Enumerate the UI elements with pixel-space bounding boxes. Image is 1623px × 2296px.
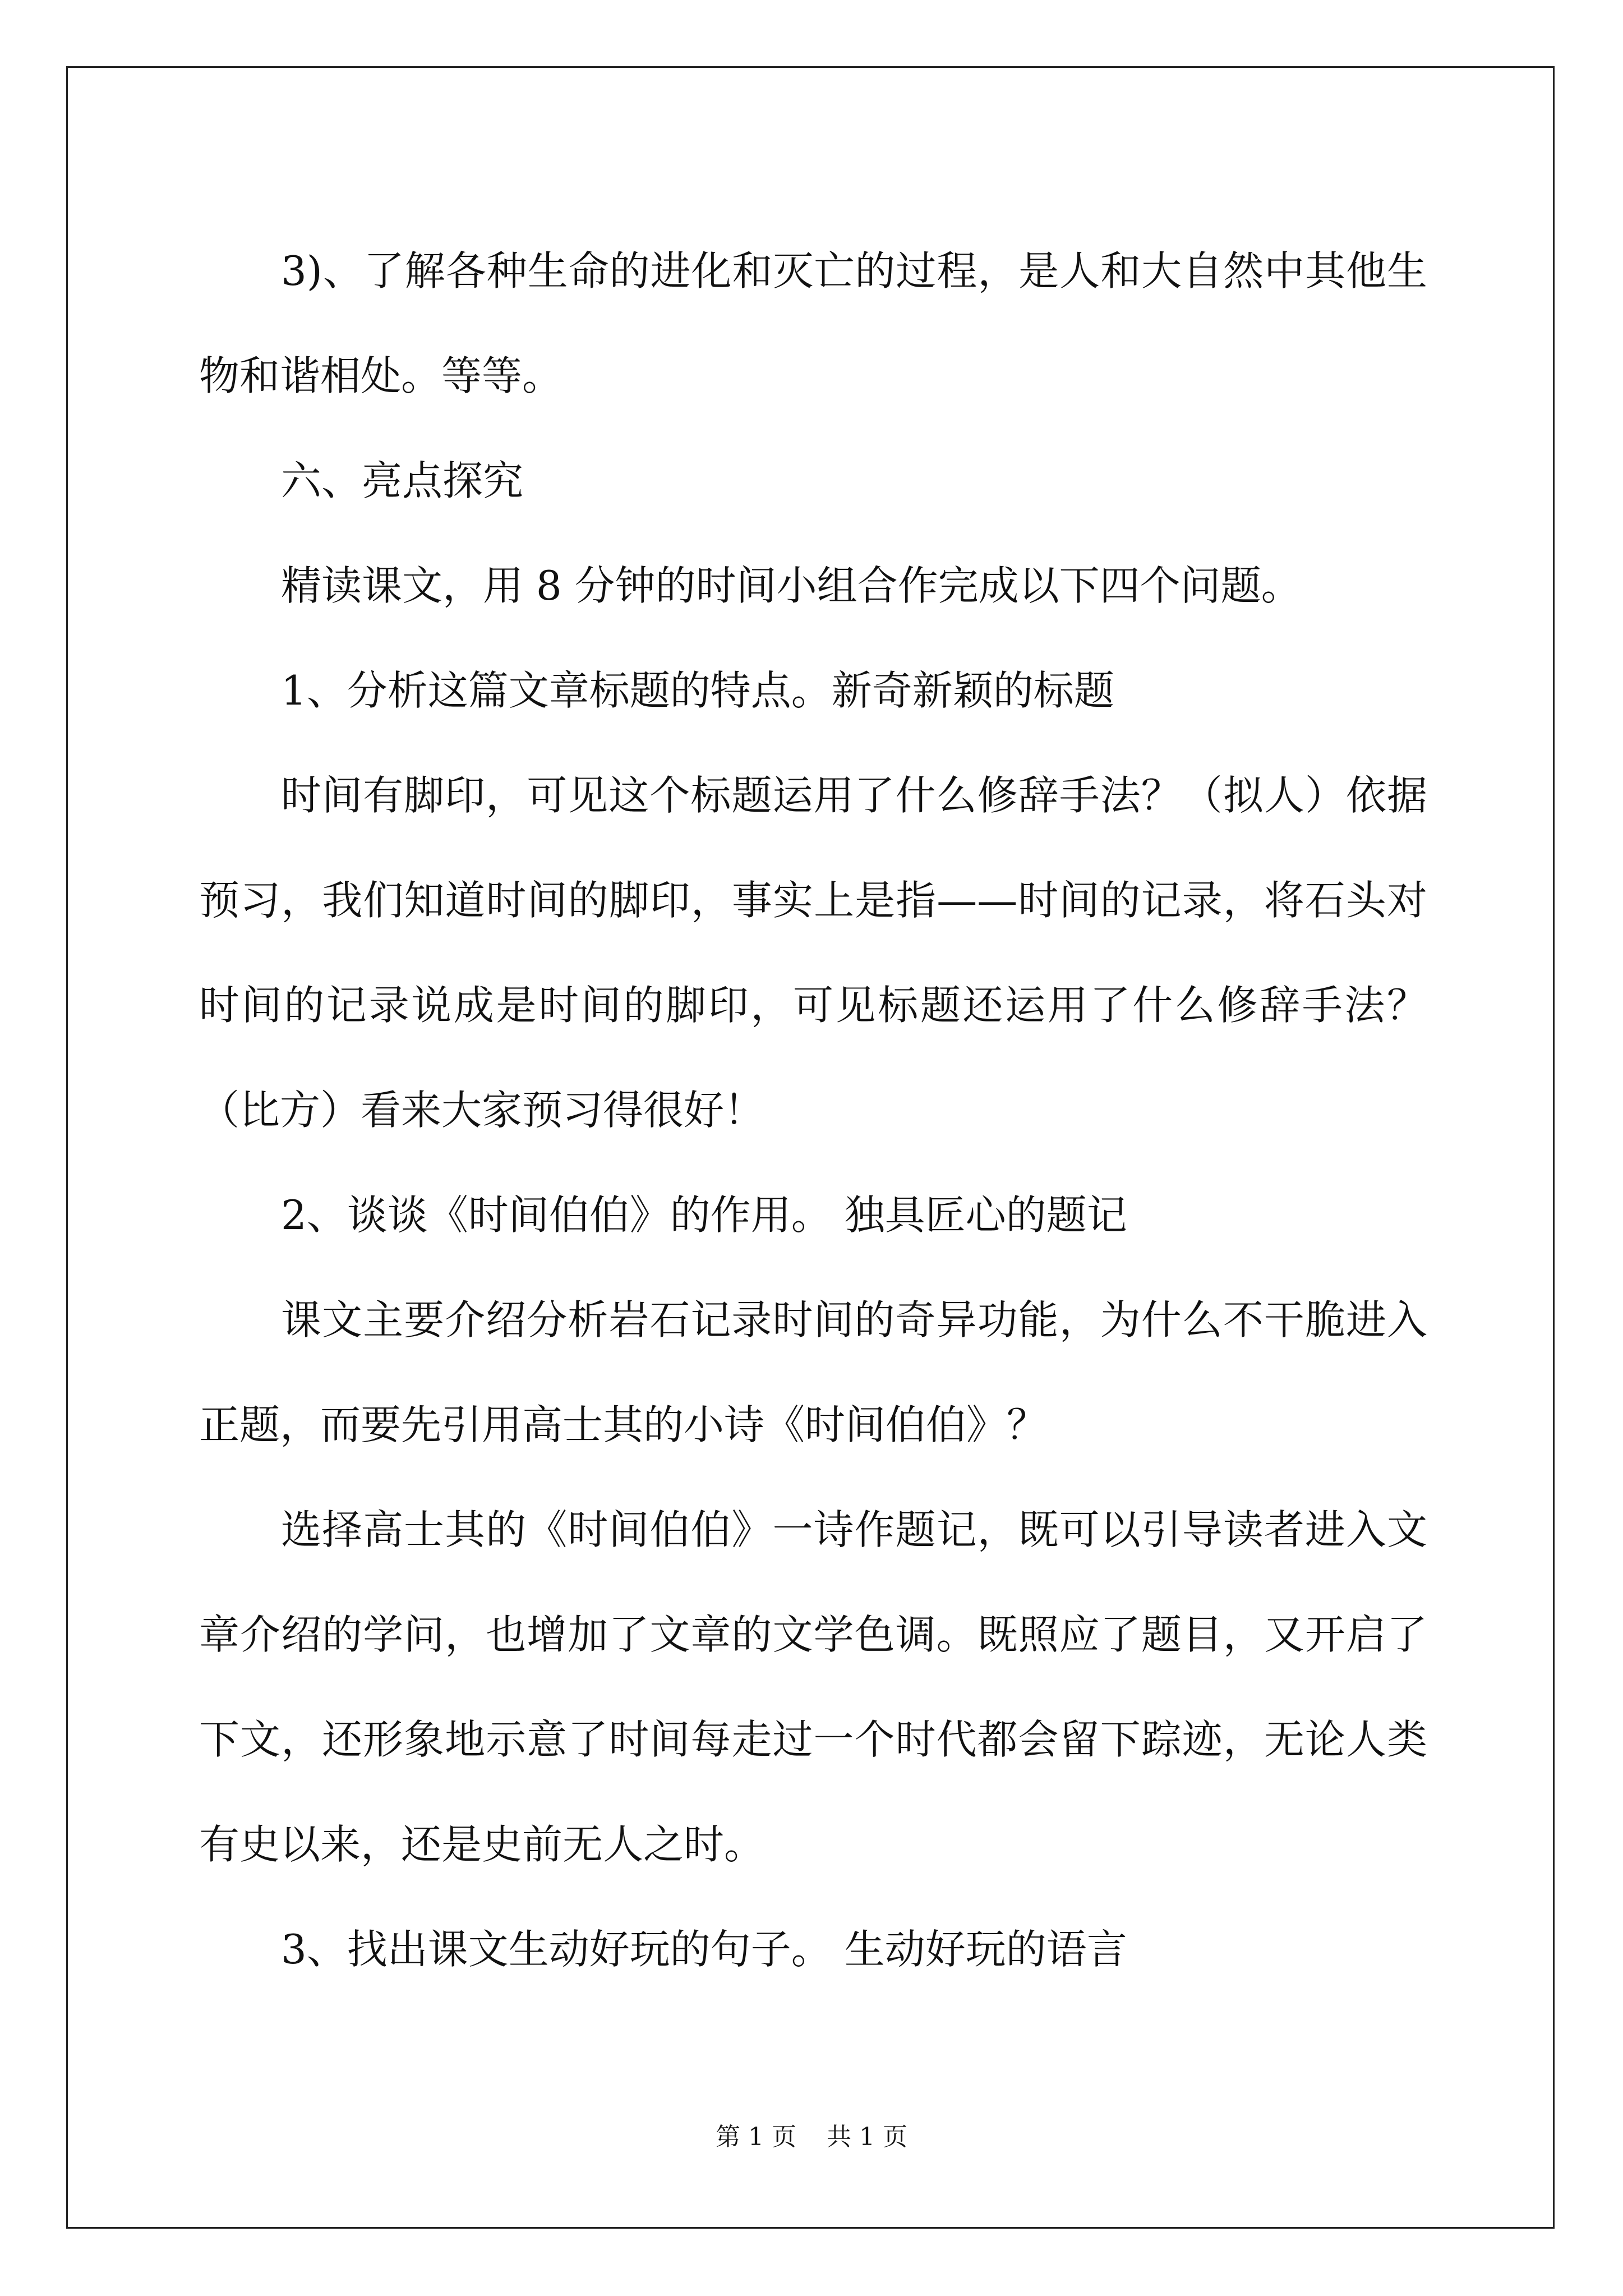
question-2: 2、谈谈《时间伯伯》的作用。 独具匠心的题记: [281, 1191, 1127, 1239]
question-3: 3、找出课文生动好玩的句子。 生动好玩的语言: [281, 1926, 1127, 1973]
section-heading-highlights: 六、亮点探究: [281, 457, 524, 504]
page-total: 共 1 页: [827, 2123, 907, 2151]
paragraph-instructions: 精读课文，用 8 分钟的时间小组合作完成以下四个问题。: [281, 562, 1302, 609]
page-number: 第 1 页: [716, 2123, 796, 2151]
document-body: [199, 219, 1427, 2002]
paragraph-title-analysis: 时间有脚印，可见这个标题运用了什么修辞手法？（拟人）依据预习，我们知道时间的脚印，事实上是指——时间的记录，将石头对时间的记录说成是时间的脚印，可见标题还运用了什么修辞手法？（比方）看来大家预习得很好！: [199, 772, 1427, 1134]
paragraph-evolution: 3)、了解各种生命的进化和灭亡的过程，是人和大自然中其他生物和谐相处。等等。: [199, 247, 1427, 399]
question-1: 1、分析这篇文章标题的特点。新奇新颖的标题: [281, 667, 1114, 714]
paragraph-epigraph-answer: 选择高士其的《时间伯伯》一诗作题记，既可以引导读者进入文章介绍的学问，也增加了文章的文学色调。既照应了题目，又开启了下文，还形象地示意了时间每走过一个时代都会留下踪迹，无论人类有史以来，还是史前无人之时。: [199, 1506, 1427, 1868]
page-footer: [0, 2120, 1623, 2154]
paragraph-epigraph-question: 课文主要介绍分析岩石记录时间的奇异功能，为什么不干脆进入正题，而要先引用高士其的小诗《时间伯伯》？: [199, 1296, 1427, 1448]
